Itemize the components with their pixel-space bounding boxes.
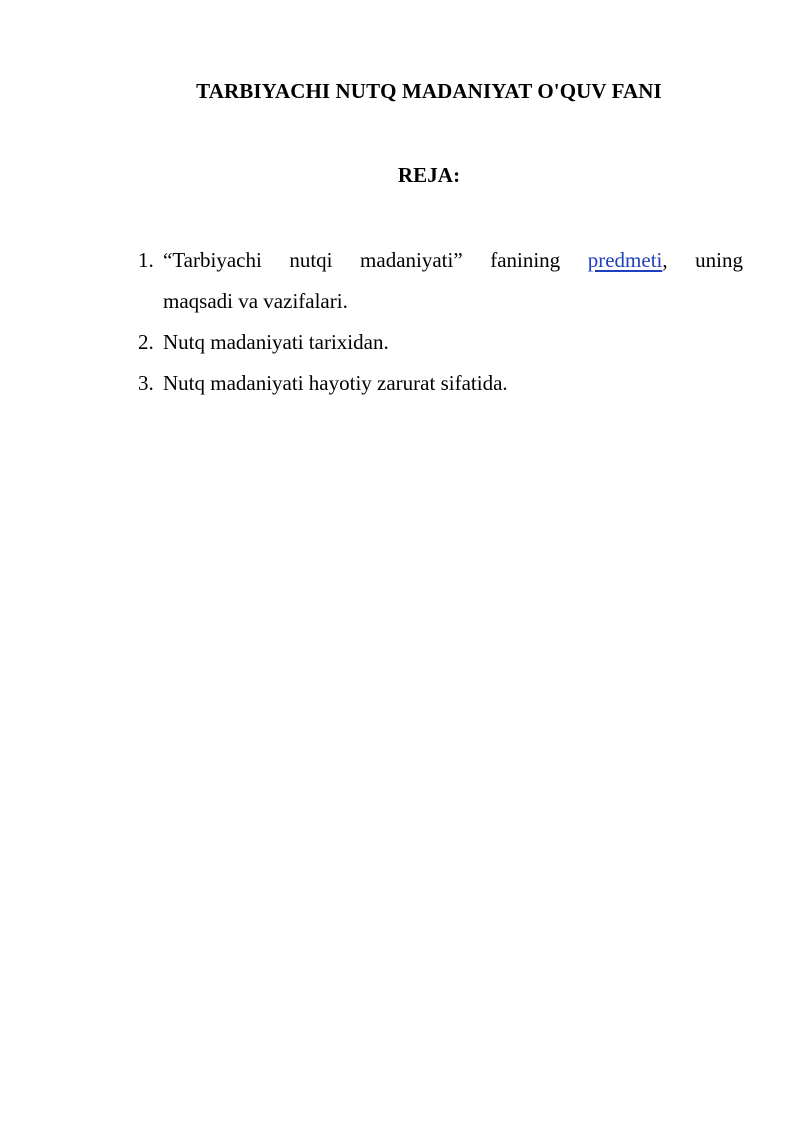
- plan-item-1: [138, 240, 743, 322]
- predmeti-link[interactable]: predmeti: [587, 248, 663, 272]
- plan-item-number: 2.: [138, 330, 154, 354]
- plan-item-number: 1.: [138, 248, 154, 272]
- plan-item-text: Nutq madaniyati hayotiy zarurat sifatida.: [163, 371, 508, 395]
- plan-item-line: [163, 240, 743, 281]
- plan-list: [138, 240, 743, 404]
- plan-heading: REJA:: [397, 163, 461, 187]
- plan-item-text: Nutq madaniyati tarixidan.: [163, 330, 389, 354]
- plan-item-text-after-link: , uning: [662, 248, 743, 272]
- document-title: TARBIYACHI NUTQ MADANIYAT O'QUV FANI: [196, 79, 662, 103]
- plan-item-text: [163, 240, 743, 322]
- plan-item-3: [138, 363, 743, 404]
- plan-item-line-continuation: maqsadi va vazifalari.: [163, 289, 348, 313]
- plan-item-2: [138, 322, 743, 363]
- plan-item-number: 3.: [138, 371, 154, 395]
- plan-item-text-before-link: “Tarbiyachi nutqi madaniyati” fanining: [163, 248, 588, 272]
